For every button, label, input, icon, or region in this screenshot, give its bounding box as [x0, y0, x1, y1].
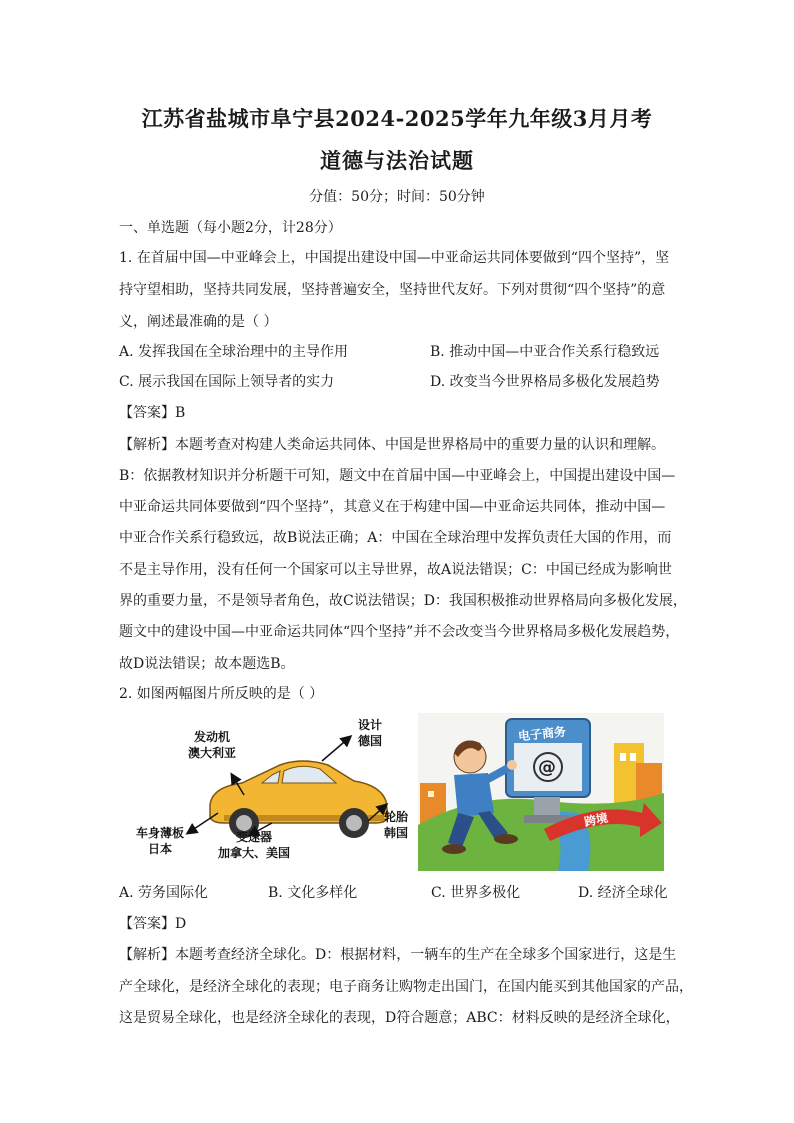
q2-stem: 2. 如图两幅图片所反映的是（ ） — [119, 686, 324, 702]
q1-analysis-line-8: 故D说法错误；故本题选B。 — [119, 656, 295, 672]
q1-analysis-line-4: 中亚合作关系行稳致远，故B说法正确；A：中国在全球治理中发挥负责任大国的作用，而 — [119, 530, 672, 546]
q2-answer: 【答案】D — [119, 916, 187, 932]
section-heading: 一、单选题（每小题2分，计28分） — [119, 220, 342, 236]
q1-stem-line-2: 持守望相助，坚持共同发展，坚持普遍安全，坚持世代友好。下列对贯彻“四个坚持”的意 — [119, 282, 666, 298]
q2-analysis-line-2: 产全球化，是经济全球化的表现；电子商务让购物走出国门，在国内能买到其他国家的产品， — [119, 979, 693, 995]
q1-analysis-line-1: 【解析】本题考查对构建人类命运共同体、中国是世界格局中的重要力量的认识和理解。 — [119, 437, 665, 453]
label-design: 设计 德国 — [358, 718, 383, 748]
q2-option-a: A. 劳务国际化 — [119, 885, 209, 901]
q1-stem-line-1: 1. 在首届中国—中亚峰会上，中国提出建设中国—中亚命运共同体要做到“四个坚持”，坚 — [119, 250, 670, 266]
crossborder-label: 跨境 — [582, 810, 610, 830]
q2-option-c: C. 世界多极化 — [431, 885, 521, 901]
exam-subtitle: 道德与法治试题 — [320, 148, 474, 173]
label-body-steel: 车身薄板 日本 — [136, 826, 185, 856]
q1-analysis-line-2: B：依据教材知识并分析题干可知，题文中在首届中国—中亚峰会上，中国提出建设中国— — [119, 468, 676, 484]
q1-option-a: A. 发挥我国在全球治理中的主导作用 — [119, 344, 349, 360]
q1-analysis-line-7: 题文中的建设中国—中亚命运共同体“四个坚持”并不会改变当今世界格局多极化发展趋势， — [119, 624, 680, 640]
q2-option-d: D. 经济全球化 — [578, 885, 668, 901]
exam-title: 江苏省盐城市阜宁县2024-2025学年九年级3月月考 — [141, 106, 653, 131]
q1-answer: 【答案】B — [119, 405, 186, 421]
q1-analysis-line-6: 界的重要力量，不是领导者角色，故C说法错误；D：我国积极推动世界格局向多极化发展， — [119, 593, 687, 609]
q2-option-b: B. 文化多样化 — [268, 885, 358, 901]
q1-option-d: D. 改变当今世界格局多极化发展趋势 — [430, 374, 660, 390]
q2-analysis-line-3: 这是贸易全球化，也是经济全球化的表现，D符合题意；ABC：材料反映的是经济全球化， — [119, 1010, 680, 1026]
q1-analysis-line-5: 不是主导作用，没有任何一个国家可以主导世界，故A说法错误；C：中国已经成为影响世 — [119, 562, 672, 578]
q1-option-b: B. 推动中国—中亚合作关系行稳致远 — [430, 344, 660, 360]
exam-meta: 分值：50分；时间：50分钟 — [309, 189, 485, 205]
q1-analysis-line-3: 中亚命运共同体要做到“四个坚持”，其意义在于构建中国—中亚命运共同体，推动中国— — [119, 499, 666, 515]
q1-option-c: C. 展示我国在国际上领导者的实力 — [119, 374, 335, 390]
label-tire: 轮胎 韩国 — [384, 810, 409, 840]
ecommerce-illustration — [418, 713, 664, 871]
car-parts-illustration — [132, 713, 410, 871]
label-engine: 发动机 澳大利亚 — [188, 730, 237, 760]
label-gearbox: 变速器 加拿大、美国 — [218, 830, 291, 860]
q1-stem-line-3: 义，阐述最准确的是（ ） — [119, 314, 278, 330]
q2-analysis-line-1: 【解析】本题考查经济全球化。D：根据材料，一辆车的生产在全球多个国家进行，这是生 — [119, 947, 677, 963]
at-icon: @ — [538, 757, 556, 778]
ecommerce-sign: 电子商务 — [517, 724, 567, 744]
